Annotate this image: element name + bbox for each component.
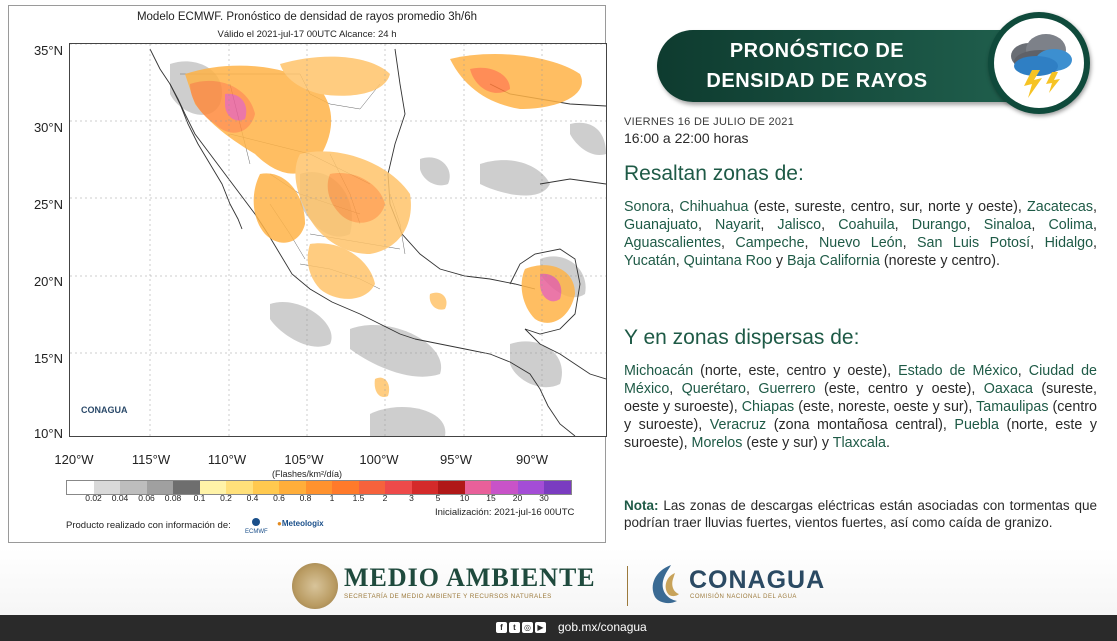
forecast-date: VIERNES 16 DE JULIO DE 2021: [624, 116, 795, 128]
storm-cloud-lightning-icon: [994, 18, 1084, 108]
facebook-icon[interactable]: f: [496, 622, 507, 633]
zone-detail: ,: [1092, 217, 1097, 233]
state-name: Sinaloa: [983, 217, 1032, 233]
credit-text: Producto realizado con información de:: [66, 520, 231, 531]
banner-title-line2: DENSIDAD DE RAYOS: [706, 70, 928, 92]
lat-label-25: 25°N: [33, 197, 63, 212]
initialization-text: Inicialización: 2021-jul-16 00UTC: [435, 507, 575, 518]
colorbar-tick-label: 5: [435, 493, 441, 503]
state-name: Michoacán: [624, 363, 694, 379]
zone-detail: (norte, este y suroeste),: [624, 417, 1097, 451]
zone-detail: (este, noreste, oeste y sur),: [794, 399, 977, 415]
lat-label-15: 15°N: [33, 351, 63, 366]
zone-detail: ,: [1017, 363, 1029, 379]
lon-label-100: 100°W: [359, 452, 399, 467]
scattered-heading: Y en zonas dispersas de:: [624, 326, 860, 349]
youtube-icon[interactable]: ▶: [535, 622, 546, 633]
zone-detail: .: [885, 435, 890, 451]
state-name: Baja California: [786, 253, 880, 269]
zone-detail: ,: [821, 217, 839, 233]
conagua-logo-text: CONAGUA: [689, 566, 826, 594]
state-name: Estado de México: [898, 363, 1018, 379]
state-name: Coahuila: [838, 217, 895, 233]
title-banner: [657, 30, 1009, 102]
zone-detail: ,: [669, 381, 682, 397]
state-name: Sonora: [624, 199, 671, 215]
state-name: Chihuahua: [679, 199, 749, 215]
state-name: Ciudad de México: [624, 363, 1097, 397]
highlight-zones-text: [624, 198, 1097, 270]
colorbar-tick-label: 0.8: [299, 493, 312, 503]
state-name: Oaxaca: [983, 381, 1034, 397]
conagua-subtitle: COMISIÓN NACIONAL DEL AGUA: [690, 594, 797, 600]
state-name: Veracruz: [709, 417, 767, 433]
state-name: Morelos: [691, 435, 743, 451]
lat-label-20: 20°N: [33, 274, 63, 289]
highlight-heading: Resaltan zonas de:: [624, 162, 804, 185]
zone-detail: ,: [1093, 199, 1097, 215]
note-label: Nota:: [624, 498, 659, 513]
ecmwf-logo-text: ECMWF: [245, 529, 268, 535]
lat-label-30: 30°N: [33, 120, 63, 135]
colorbar-tick-label: 0.02: [85, 493, 102, 503]
map-validity: Válido el 2021-jul-17 00UTC Alcance: 24 h: [217, 29, 397, 40]
lon-label-120: 120°W: [54, 452, 94, 467]
zone-detail: (este y sur) y: [742, 435, 833, 451]
instagram-icon[interactable]: ◎: [522, 622, 533, 633]
conagua-watermark: CONAGUA: [81, 405, 128, 415]
banner-title-line1: PRONÓSTICO DE: [729, 40, 905, 62]
state-name: Quintana Roo: [683, 253, 772, 269]
zone-detail: ,: [670, 199, 680, 215]
zone-detail: ,: [894, 217, 912, 233]
colorbar-tick-label: 30: [539, 493, 549, 503]
colorbar-tick-label: 0.6: [273, 493, 285, 503]
lon-label-115: 115°W: [131, 452, 171, 467]
lon-label-95: 95°W: [440, 452, 472, 467]
state-name: Nayarit: [715, 217, 761, 233]
zone-detail: ,: [804, 235, 819, 251]
colorbar-tick-label: 0.08: [164, 493, 182, 503]
state-name: Puebla: [954, 417, 999, 433]
footer-divider: [627, 566, 628, 606]
colorbar-tick-label: 0.2: [220, 493, 232, 503]
zone-detail: (este, centro y oeste),: [815, 381, 984, 397]
note: [624, 497, 1097, 531]
lightning-density-map-panel: [8, 5, 606, 543]
lon-label-105: 105°W: [284, 452, 324, 467]
ecmwf-logo-icon: [247, 517, 265, 527]
state-name: Zacatecas: [1027, 199, 1094, 215]
colorbar-units: (Flashes/km²/día): [271, 469, 342, 479]
state-name: Colima: [1048, 217, 1093, 233]
state-name: Yucatán: [624, 253, 676, 269]
meteologix-logo: [277, 519, 324, 528]
zone-detail: (centro y suroeste),: [624, 399, 1097, 433]
zone-detail: ,: [902, 235, 918, 251]
medio-ambiente-logo-text: MEDIO AMBIENTE: [344, 563, 596, 592]
meteologix-icon: ●: [277, 519, 282, 528]
ecmwf-logo: [245, 517, 268, 535]
storm-badge: [988, 12, 1090, 114]
zone-detail: ,: [1031, 217, 1049, 233]
state-name: Querétaro: [681, 381, 747, 397]
social-icons: [496, 622, 546, 633]
zone-detail: ,: [1030, 235, 1045, 251]
zone-detail: (zona montañosa central),: [766, 417, 955, 433]
colorbar-tick-label: 0.1: [193, 493, 206, 503]
colorbar-ticks: [66, 493, 606, 507]
lat-label-10: 10°N: [33, 426, 63, 441]
mexico-lightning-map: [70, 44, 606, 436]
lon-label-110: 110°W: [207, 452, 247, 467]
note-text: Las zonas de descargas eléctricas están asociadas con tormentas que podrían traer lluvias fuertes, vientos fuertes, así como caída de granizo.: [624, 498, 1097, 530]
website-link[interactable]: gob.mx/conagua: [558, 620, 647, 634]
semarnat-subtitle: SECRETARÍA DE MEDIO AMBIENTE Y RECURSOS NATURALES: [344, 593, 552, 600]
zone-detail: ,: [1093, 235, 1098, 251]
state-name: Hidalgo: [1044, 235, 1094, 251]
colorbar-tick-label: 0.04: [111, 493, 129, 503]
colorbar-tick-label: 2: [382, 493, 388, 503]
zone-detail: (noreste y centro).: [879, 253, 1000, 269]
state-name: Guanajuato: [624, 217, 698, 233]
map-title: Modelo ECMWF. Pronóstico de densidad de rayos promedio 3h/6h: [136, 11, 478, 23]
banner-title: [657, 36, 977, 96]
zone-detail: ,: [966, 217, 984, 233]
state-name: Aguascalientes: [624, 235, 721, 251]
state-name: Tlaxcala: [832, 435, 886, 451]
colorbar-tick-label: 0.4: [246, 493, 259, 503]
conagua-logo-icon: [647, 563, 683, 605]
twitter-icon[interactable]: t: [509, 622, 520, 633]
state-name: Durango: [911, 217, 967, 233]
lon-label-90: 90°W: [516, 452, 548, 467]
scattered-zones-text: [624, 362, 1097, 452]
colorbar-tick-label: 1: [329, 493, 335, 503]
colorbar-tick-label: 3: [409, 493, 414, 503]
colorbar-tick-label: 20: [512, 493, 523, 503]
mexico-seal-icon: [292, 563, 338, 609]
state-name: Nuevo León: [818, 235, 903, 251]
state-name: Jalisco: [777, 217, 822, 233]
state-name: Chiapas: [741, 399, 795, 415]
zone-detail: (sureste, oeste y suroeste),: [624, 381, 1097, 415]
meteologix-logo-text: Meteologix: [281, 519, 324, 528]
zone-detail: ,: [746, 381, 759, 397]
state-name: Tamaulipas: [976, 399, 1049, 415]
zone-detail: (este, sureste, centro, sur, norte y oeste),: [748, 199, 1028, 215]
lat-label-35: 35°N: [33, 43, 63, 58]
colorbar-tick-label: 1.5: [352, 493, 365, 503]
colorbar-tick-label: 15: [486, 493, 496, 503]
zone-detail: ,: [720, 235, 736, 251]
colorbar-tick-label: 10: [459, 493, 470, 503]
map-frame: [69, 43, 607, 437]
zone-detail: ,: [675, 253, 684, 269]
zone-detail: y: [771, 253, 787, 269]
state-name: Campeche: [735, 235, 805, 251]
zone-detail: ,: [697, 217, 716, 233]
colorbar-tick-label: 0.06: [138, 493, 155, 503]
state-name: San Luis Potosí: [917, 235, 1031, 251]
zone-detail: (norte, este, centro y oeste),: [693, 363, 899, 379]
state-name: Guerrero: [758, 381, 816, 397]
zone-detail: ,: [760, 217, 778, 233]
forecast-time: 16:00 a 22:00 horas: [624, 130, 749, 146]
